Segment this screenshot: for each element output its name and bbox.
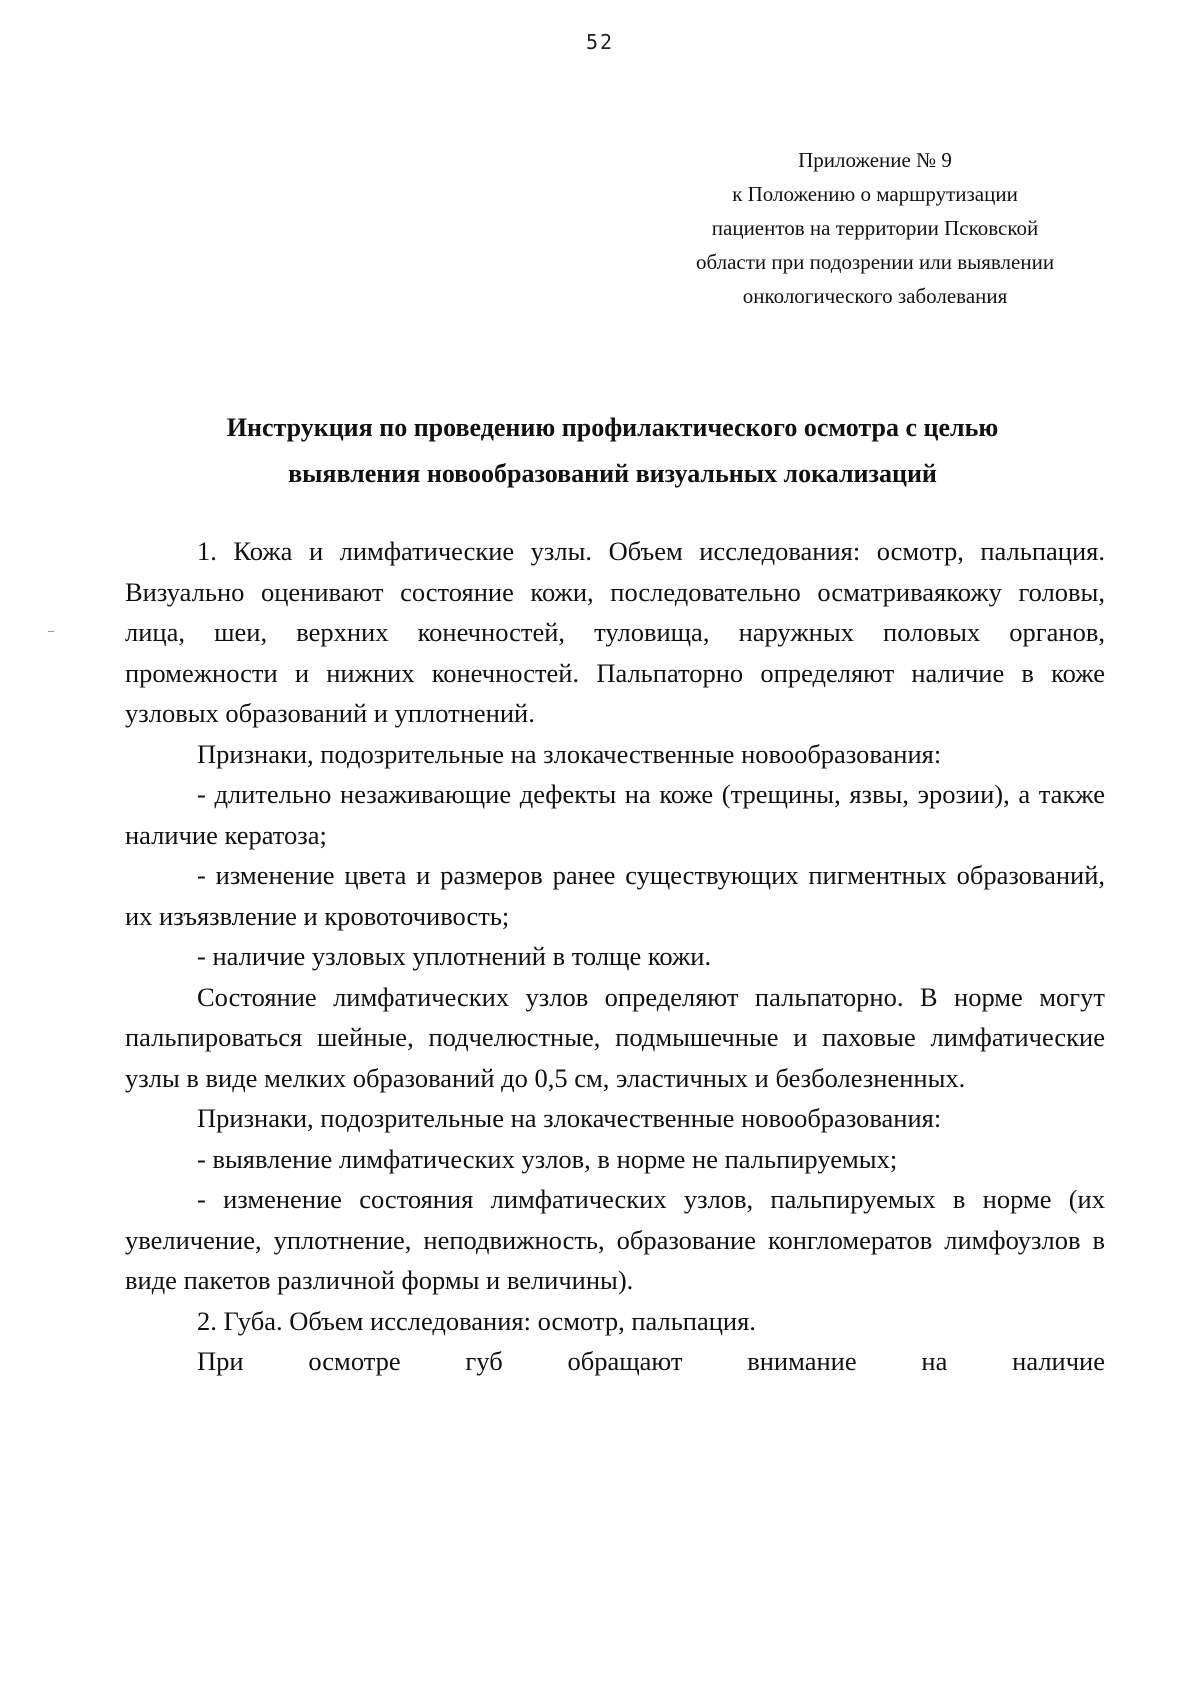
list-item: - изменение цвета и размеров ранее существующих пигментных образований, их изъязвление и кровоточивость; [125,860,1105,931]
list-item: - изменение состояния лимфатических узлов, пальпируемых в норме (их увеличение, уплотнение, неподвижность, образование конгломератов лимфоузлов в виде пакетов различной формы и величины). [125,1184,1105,1295]
list-item: - длительно незаживающие дефекты на коже (трещины, язвы, эрозии), а также наличие кератоза; [125,779,1105,850]
margin-mark [48,631,54,632]
appendix-line: онкологического заболевания [742,284,1008,308]
appendix-header [640,143,1110,313]
paragraph-skin-lymph: 1. Кожа и лимфатические узлы. Объем исследования: осмотр, пальпация. Визуально оценивают состояние кожи, последовательно осматриваякожу головы, лица, шеи, верхних конечностей, туловища, наружных половых органов, промежности и нижних конечностей. Пальпаторно определяют наличие в коже узловых образований и уплотнений. [125,536,1105,728]
title-line: выявления новообразований визуальных локализаций [288,459,937,488]
paragraph-lip: 2. Губа. Объем исследования: осмотр, пальпация. [197,1305,756,1336]
appendix-line: пациентов на территории Псковской [711,216,1039,240]
document-title [120,405,1105,497]
appendix-line: области при подозрении или выявлении [695,250,1055,274]
list-item: - наличие узловых уплотнений в толще кожи. [197,941,712,971]
document-body [125,531,1105,1382]
paragraph-lip-exam: При осмотре губ обращают внимание на наличие [197,1346,1105,1376]
appendix-line: Приложение № 9 [798,148,952,172]
page-number: 52 [585,30,615,54]
title-line: Инструкция по проведению профилактического осмотра с целью [226,413,999,442]
paragraph-signs-heading: Признаки, подозрительные на злокачественные новообразования: [197,738,942,769]
list-item: - выявление лимфатических узлов, в норме не пальпируемых; [197,1143,898,1174]
appendix-line: к Положению о маршрутизации [732,182,1018,206]
paragraph-lymph-nodes: Состояние лимфатических узлов определяют пальпаторно. В норме могут пальпироваться шейные, подчелюстные, подмышечные и паховые лимфатические узлы в виде мелких образований до 0,5 см, эластичных и безболезненных. [125,981,1105,1093]
paragraph-signs-heading: Признаки, подозрительные на злокачественные новообразования: [197,1103,942,1133]
